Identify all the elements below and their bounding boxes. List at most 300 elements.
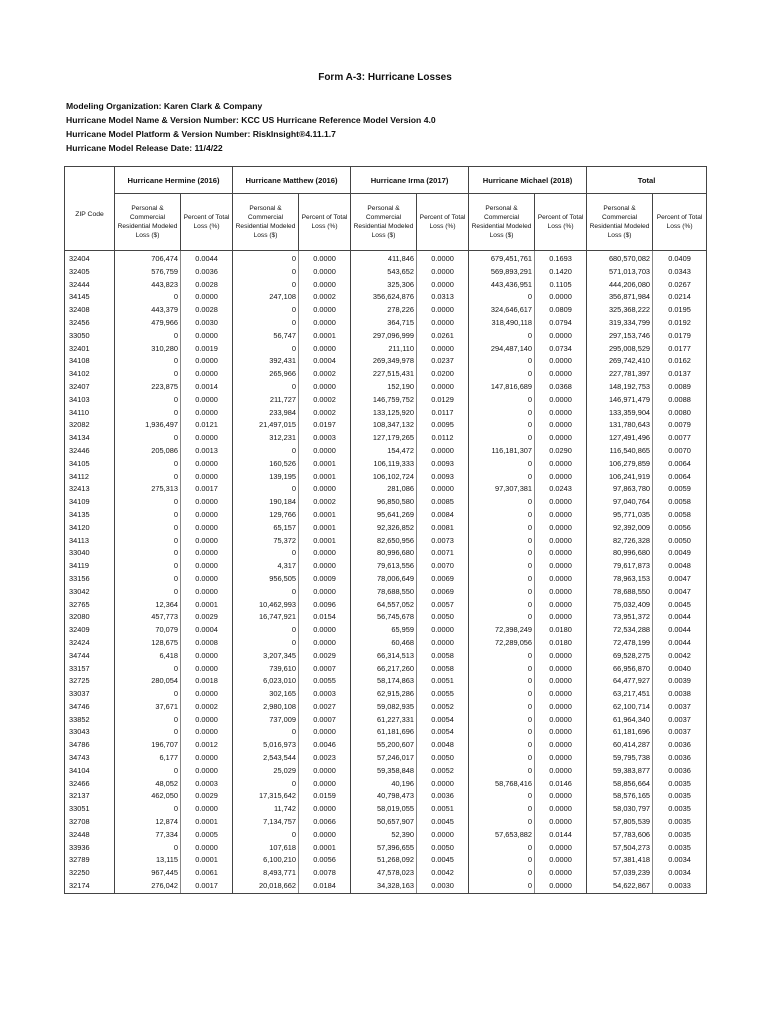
hermine-loss-cell: 6,177	[115, 752, 181, 765]
total-loss-cell: 325,368,222	[587, 304, 653, 317]
hermine-loss-cell: 0	[115, 522, 181, 535]
total-pct-cell: 0.0037	[653, 714, 707, 727]
irma-pct-cell: 0.0000	[417, 637, 469, 650]
total-loss-cell: 444,206,080	[587, 279, 653, 292]
hermine-pct-cell: 0.0001	[181, 854, 233, 867]
michael-pct-cell: 0.0000	[535, 611, 587, 624]
total-loss-cell: 319,334,799	[587, 317, 653, 330]
zip-code-cell: 32408	[65, 304, 115, 317]
hermine-loss-cell: 223,875	[115, 381, 181, 394]
table-row	[65, 829, 707, 842]
hermine-loss-cell: 0	[115, 407, 181, 420]
total-pct-cell: 0.0192	[653, 317, 707, 330]
total-loss-cell: 60,414,287	[587, 739, 653, 752]
matthew-pct-cell: 0.0046	[299, 739, 351, 752]
hermine-loss-cell: 12,874	[115, 816, 181, 829]
zip-code-cell: 32405	[65, 266, 115, 279]
matthew-loss-cell: 3,207,345	[233, 650, 299, 663]
hermine-pct-cell: 0.0000	[181, 496, 233, 509]
matthew-pct-cell: 0.0001	[299, 522, 351, 535]
total-pct-cell: 0.0089	[653, 381, 707, 394]
table-row	[65, 419, 707, 432]
total-loss-cell: 59,383,877	[587, 765, 653, 778]
hermine-pct-cell: 0.0000	[181, 726, 233, 739]
michael-pct-cell: 0.0000	[535, 726, 587, 739]
hermine-loss-cell: 0	[115, 291, 181, 304]
irma-loss-cell: 40,798,473	[351, 790, 417, 803]
hermine-loss-cell: 0	[115, 688, 181, 701]
michael-loss-header: Personal & Commercial Residential Modeled Loss ($)	[469, 194, 535, 251]
michael-loss-cell: 0	[469, 330, 535, 343]
michael-loss-cell: 0	[469, 471, 535, 484]
hermine-loss-cell: 0	[115, 573, 181, 586]
total-loss-cell: 63,217,451	[587, 688, 653, 701]
table-row	[65, 483, 707, 496]
table-row	[65, 752, 707, 765]
matthew-loss-cell: 21,497,015	[233, 419, 299, 432]
michael-loss-cell: 0	[469, 394, 535, 407]
zip-code-cell: 34110	[65, 407, 115, 420]
hermine-loss-cell: 37,671	[115, 701, 181, 714]
hermine-loss-cell: 462,050	[115, 790, 181, 803]
matthew-loss-cell: 2,543,544	[233, 752, 299, 765]
irma-loss-cell: 61,181,696	[351, 726, 417, 739]
michael-loss-cell: 324,646,617	[469, 304, 535, 317]
matthew-pct-cell: 0.0000	[299, 251, 351, 266]
irma-pct-cell: 0.0069	[417, 573, 469, 586]
michael-pct-cell: 0.0000	[535, 496, 587, 509]
total-pct-cell: 0.0034	[653, 854, 707, 867]
michael-pct-cell: 0.0000	[535, 599, 587, 612]
total-loss-cell: 146,971,479	[587, 394, 653, 407]
hermine-pct-cell: 0.0001	[181, 816, 233, 829]
irma-pct-cell: 0.0313	[417, 291, 469, 304]
irma-pct-cell: 0.0000	[417, 778, 469, 791]
irma-loss-cell: 59,082,935	[351, 701, 417, 714]
matthew-pct-cell: 0.0000	[299, 765, 351, 778]
total-pct-cell: 0.0214	[653, 291, 707, 304]
zip-code-cell: 32401	[65, 343, 115, 356]
total-pct-cell: 0.0035	[653, 842, 707, 855]
hermine-loss-cell: 706,474	[115, 251, 181, 266]
hermine-pct-cell: 0.0036	[181, 266, 233, 279]
total-pct-cell: 0.0047	[653, 573, 707, 586]
michael-loss-cell: 0	[469, 854, 535, 867]
hermine-pct-cell: 0.0003	[181, 778, 233, 791]
michael-pct-cell: 0.0000	[535, 432, 587, 445]
table-row	[65, 251, 707, 266]
table-row	[65, 663, 707, 676]
total-loss-cell: 54,622,867	[587, 880, 653, 893]
irma-loss-cell: 325,306	[351, 279, 417, 292]
hermine-loss-cell: 443,823	[115, 279, 181, 292]
hermine-loss-cell: 128,675	[115, 637, 181, 650]
zip-code-header: ZIP Code	[65, 167, 115, 251]
michael-loss-cell: 0	[469, 663, 535, 676]
michael-pct-cell: 0.0000	[535, 394, 587, 407]
matthew-loss-cell: 312,231	[233, 432, 299, 445]
michael-pct-cell: 0.0000	[535, 880, 587, 893]
matthew-pct-cell: 0.0002	[299, 496, 351, 509]
total-pct-cell: 0.0195	[653, 304, 707, 317]
irma-pct-cell: 0.0057	[417, 599, 469, 612]
matthew-pct-cell: 0.0007	[299, 663, 351, 676]
hermine-loss-cell: 0	[115, 496, 181, 509]
hermine-pct-cell: 0.0000	[181, 765, 233, 778]
table-row	[65, 343, 707, 356]
michael-loss-cell: 0	[469, 867, 535, 880]
total-loss-cell: 57,783,606	[587, 829, 653, 842]
table-row	[65, 279, 707, 292]
irma-loss-cell: 281,086	[351, 483, 417, 496]
irma-pct-cell: 0.0000	[417, 829, 469, 842]
irma-loss-cell: 127,179,265	[351, 432, 417, 445]
hermine-pct-cell: 0.0028	[181, 304, 233, 317]
hermine-pct-cell: 0.0000	[181, 803, 233, 816]
michael-pct-cell: 0.0000	[535, 535, 587, 548]
michael-loss-cell: 0	[469, 355, 535, 368]
matthew-pct-cell: 0.0056	[299, 854, 351, 867]
irma-pct-cell: 0.0000	[417, 251, 469, 266]
matthew-pct-cell: 0.0000	[299, 304, 351, 317]
irma-loss-cell: 82,650,956	[351, 535, 417, 548]
table-row	[65, 701, 707, 714]
matthew-pct-cell: 0.0001	[299, 330, 351, 343]
matthew-pct-cell: 0.0000	[299, 778, 351, 791]
michael-pct-cell: 0.0000	[535, 586, 587, 599]
michael-pct-cell: 0.0180	[535, 637, 587, 650]
hermine-loss-cell: 0	[115, 586, 181, 599]
michael-pct-cell: 0.0000	[535, 803, 587, 816]
irma-loss-cell: 66,314,513	[351, 650, 417, 663]
hermine-pct-cell: 0.0000	[181, 752, 233, 765]
table-row	[65, 675, 707, 688]
total-pct-cell: 0.0064	[653, 458, 707, 471]
hermine-pct-cell: 0.0000	[181, 547, 233, 560]
model-name-version: Hurricane Model Name & Version Number: KCC US Hurricane Reference Model Version 4.0	[66, 115, 436, 125]
irma-loss-cell: 108,347,132	[351, 419, 417, 432]
hermine-loss-cell: 967,445	[115, 867, 181, 880]
michael-loss-cell: 0	[469, 880, 535, 893]
hermine-loss-cell: 0	[115, 765, 181, 778]
michael-pct-cell: 0.0000	[535, 854, 587, 867]
total-pct-cell: 0.0045	[653, 599, 707, 612]
total-pct-cell: 0.0035	[653, 829, 707, 842]
irma-pct-cell: 0.0069	[417, 586, 469, 599]
michael-pct-cell: 0.0000	[535, 419, 587, 432]
matthew-loss-cell: 737,009	[233, 714, 299, 727]
total-loss-cell: 92,392,009	[587, 522, 653, 535]
hermine-pct-cell: 0.0000	[181, 688, 233, 701]
hermine-loss-cell: 1,936,497	[115, 419, 181, 432]
irma-pct-cell: 0.0054	[417, 714, 469, 727]
table-row	[65, 355, 707, 368]
matthew-loss-header: Personal & Commercial Residential Modeled Loss ($)	[233, 194, 299, 251]
michael-loss-cell: 0	[469, 586, 535, 599]
irma-pct-cell: 0.0000	[417, 445, 469, 458]
michael-loss-cell: 72,289,056	[469, 637, 535, 650]
hermine-loss-cell: 310,280	[115, 343, 181, 356]
table-row	[65, 714, 707, 727]
total-loss-cell: 57,805,539	[587, 816, 653, 829]
total-pct-cell: 0.0035	[653, 790, 707, 803]
matthew-loss-cell: 65,157	[233, 522, 299, 535]
irma-pct-cell: 0.0058	[417, 663, 469, 676]
matthew-loss-cell: 75,372	[233, 535, 299, 548]
matthew-pct-cell: 0.0000	[299, 560, 351, 573]
total-loss-cell: 66,956,870	[587, 663, 653, 676]
total-loss-cell: 72,478,199	[587, 637, 653, 650]
table-row	[65, 432, 707, 445]
table-row	[65, 637, 707, 650]
hermine-loss-cell: 0	[115, 471, 181, 484]
irma-loss-cell: 80,996,680	[351, 547, 417, 560]
matthew-pct-cell: 0.0000	[299, 483, 351, 496]
irma-loss-cell: 59,358,848	[351, 765, 417, 778]
hermine-loss-cell: 0	[115, 560, 181, 573]
matthew-loss-cell: 0	[233, 304, 299, 317]
matthew-loss-cell: 56,747	[233, 330, 299, 343]
matthew-loss-cell: 10,462,993	[233, 599, 299, 612]
michael-pct-cell: 0.0000	[535, 509, 587, 522]
matthew-pct-cell: 0.0004	[299, 355, 351, 368]
total-loss-cell: 64,477,927	[587, 675, 653, 688]
zip-code-cell: 32765	[65, 599, 115, 612]
matthew-pct-cell: 0.0027	[299, 701, 351, 714]
michael-pct-cell: 0.1105	[535, 279, 587, 292]
table-row	[65, 509, 707, 522]
irma-pct-cell: 0.0073	[417, 535, 469, 548]
hermine-pct-cell: 0.0008	[181, 637, 233, 650]
michael-loss-cell: 0	[469, 816, 535, 829]
irma-loss-cell: 269,349,978	[351, 355, 417, 368]
table-row	[65, 573, 707, 586]
zip-code-cell: 34120	[65, 522, 115, 535]
matthew-pct-cell: 0.0007	[299, 714, 351, 727]
irma-loss-header: Personal & Commercial Residential Modeled Loss ($)	[351, 194, 417, 251]
matthew-loss-cell: 0	[233, 445, 299, 458]
matthew-pct-cell: 0.0000	[299, 624, 351, 637]
total-loss-cell: 106,279,859	[587, 458, 653, 471]
hermine-loss-cell: 443,379	[115, 304, 181, 317]
hermine-loss-header: Personal & Commercial Residential Modeled Loss ($)	[115, 194, 181, 251]
hermine-loss-cell: 70,079	[115, 624, 181, 637]
zip-code-cell: 32137	[65, 790, 115, 803]
michael-loss-cell: 0	[469, 535, 535, 548]
total-loss-cell: 59,795,738	[587, 752, 653, 765]
irma-pct-cell: 0.0030	[417, 880, 469, 893]
total-pct-cell: 0.0050	[653, 535, 707, 548]
table-row	[65, 650, 707, 663]
matthew-loss-cell: 211,727	[233, 394, 299, 407]
total-pct-cell: 0.0047	[653, 586, 707, 599]
matthew-pct-cell: 0.0066	[299, 816, 351, 829]
sub-header-row	[65, 194, 707, 251]
total-pct-cell: 0.0064	[653, 471, 707, 484]
matthew-loss-cell: 6,023,010	[233, 675, 299, 688]
zip-code-cell: 33050	[65, 330, 115, 343]
hermine-loss-cell: 0	[115, 509, 181, 522]
irma-pct-cell: 0.0112	[417, 432, 469, 445]
irma-loss-cell: 278,226	[351, 304, 417, 317]
michael-loss-cell: 0	[469, 688, 535, 701]
matthew-pct-cell: 0.0000	[299, 637, 351, 650]
irma-pct-cell: 0.0000	[417, 483, 469, 496]
hermine-pct-cell: 0.0000	[181, 291, 233, 304]
hermine-loss-cell: 0	[115, 432, 181, 445]
michael-loss-cell: 0	[469, 547, 535, 560]
hermine-loss-cell: 280,054	[115, 675, 181, 688]
matthew-loss-cell: 0	[233, 266, 299, 279]
matthew-pct-cell: 0.0096	[299, 599, 351, 612]
total-pct-cell: 0.0035	[653, 778, 707, 791]
michael-pct-cell: 0.0000	[535, 650, 587, 663]
total-loss-cell: 131,780,643	[587, 419, 653, 432]
irma-pct-cell: 0.0095	[417, 419, 469, 432]
irma-pct-cell: 0.0058	[417, 650, 469, 663]
irma-pct-cell: 0.0000	[417, 266, 469, 279]
zip-code-cell: 34119	[65, 560, 115, 573]
michael-loss-cell: 0	[469, 752, 535, 765]
matthew-pct-cell: 0.0029	[299, 650, 351, 663]
irma-loss-cell: 58,019,055	[351, 803, 417, 816]
matthew-loss-cell: 302,165	[233, 688, 299, 701]
matthew-loss-cell: 139,195	[233, 471, 299, 484]
zip-code-cell: 34109	[65, 496, 115, 509]
table-row	[65, 867, 707, 880]
total-pct-cell: 0.0177	[653, 343, 707, 356]
irma-pct-cell: 0.0050	[417, 842, 469, 855]
total-pct-cell: 0.0035	[653, 803, 707, 816]
michael-pct-cell: 0.0000	[535, 547, 587, 560]
table-row	[65, 726, 707, 739]
michael-loss-cell: 72,398,249	[469, 624, 535, 637]
michael-pct-cell: 0.1420	[535, 266, 587, 279]
matthew-loss-cell: 107,618	[233, 842, 299, 855]
table-row	[65, 842, 707, 855]
total-loss-cell: 78,688,550	[587, 586, 653, 599]
irma-loss-cell: 65,959	[351, 624, 417, 637]
hermine-pct-cell: 0.0004	[181, 624, 233, 637]
matthew-pct-cell: 0.0154	[299, 611, 351, 624]
modeling-organization: Modeling Organization: Karen Clark & Company	[66, 101, 263, 111]
michael-loss-cell: 116,181,307	[469, 445, 535, 458]
table-row	[65, 611, 707, 624]
table-row	[65, 304, 707, 317]
total-pct-header: Percent of Total Loss (%)	[653, 194, 707, 251]
total-pct-cell: 0.0058	[653, 509, 707, 522]
table-body	[65, 251, 707, 894]
michael-pct-cell: 0.0000	[535, 752, 587, 765]
total-loss-cell: 75,032,409	[587, 599, 653, 612]
zip-code-cell: 34108	[65, 355, 115, 368]
matthew-pct-cell: 0.0002	[299, 291, 351, 304]
total-pct-cell: 0.0038	[653, 688, 707, 701]
michael-loss-cell: 0	[469, 599, 535, 612]
total-loss-cell: 95,771,035	[587, 509, 653, 522]
michael-pct-cell: 0.0000	[535, 368, 587, 381]
irma-pct-cell: 0.0050	[417, 752, 469, 765]
irma-pct-cell: 0.0051	[417, 675, 469, 688]
irma-pct-cell: 0.0261	[417, 330, 469, 343]
michael-loss-cell: 0	[469, 765, 535, 778]
michael-pct-cell: 0.0000	[535, 714, 587, 727]
michael-pct-cell: 0.0000	[535, 522, 587, 535]
total-pct-cell: 0.0044	[653, 611, 707, 624]
zip-code-cell: 32424	[65, 637, 115, 650]
zip-code-cell: 32725	[65, 675, 115, 688]
matthew-loss-cell: 25,029	[233, 765, 299, 778]
zip-code-cell: 34105	[65, 458, 115, 471]
table-row	[65, 458, 707, 471]
matthew-pct-cell: 0.0000	[299, 381, 351, 394]
matthew-loss-cell: 0	[233, 637, 299, 650]
total-loss-cell: 58,030,797	[587, 803, 653, 816]
zip-code-cell: 34746	[65, 701, 115, 714]
hermine-pct-cell: 0.0000	[181, 471, 233, 484]
hermine-loss-cell: 275,313	[115, 483, 181, 496]
zip-code-cell: 34103	[65, 394, 115, 407]
zip-code-cell: 32407	[65, 381, 115, 394]
total-loss-cell: 106,241,919	[587, 471, 653, 484]
irma-loss-cell: 56,745,678	[351, 611, 417, 624]
irma-pct-cell: 0.0036	[417, 790, 469, 803]
zip-code-cell: 33936	[65, 842, 115, 855]
table-row	[65, 266, 707, 279]
table-row	[65, 816, 707, 829]
michael-pct-cell: 0.0000	[535, 663, 587, 676]
total-loss-cell: 80,996,680	[587, 547, 653, 560]
total-pct-cell: 0.0056	[653, 522, 707, 535]
zip-code-cell: 32456	[65, 317, 115, 330]
irma-loss-cell: 92,326,852	[351, 522, 417, 535]
table-row	[65, 535, 707, 548]
michael-pct-cell: 0.0000	[535, 816, 587, 829]
irma-loss-cell: 364,715	[351, 317, 417, 330]
table-row	[65, 560, 707, 573]
michael-pct-cell: 0.0000	[535, 573, 587, 586]
matthew-loss-cell: 0	[233, 343, 299, 356]
total-pct-cell: 0.0042	[653, 650, 707, 663]
total-pct-cell: 0.0409	[653, 251, 707, 266]
table-row	[65, 317, 707, 330]
table-row	[65, 803, 707, 816]
zip-code-cell: 32444	[65, 279, 115, 292]
table-row	[65, 394, 707, 407]
michael-pct-cell: 0.0000	[535, 765, 587, 778]
michael-loss-cell: 443,436,951	[469, 279, 535, 292]
michael-loss-cell: 0	[469, 522, 535, 535]
michael-loss-cell: 0	[469, 368, 535, 381]
hermine-loss-cell: 196,707	[115, 739, 181, 752]
michael-loss-cell: 0	[469, 291, 535, 304]
zip-code-cell: 33852	[65, 714, 115, 727]
irma-loss-cell: 60,468	[351, 637, 417, 650]
irma-pct-cell: 0.0084	[417, 509, 469, 522]
table-row	[65, 586, 707, 599]
table-row	[65, 368, 707, 381]
hermine-pct-cell: 0.0019	[181, 343, 233, 356]
total-loss-header: Personal & Commercial Residential Modeled Loss ($)	[587, 194, 653, 251]
irma-loss-cell: 64,557,052	[351, 599, 417, 612]
michael-pct-cell: 0.0180	[535, 624, 587, 637]
michael-pct-cell: 0.0146	[535, 778, 587, 791]
irma-loss-cell: 57,246,017	[351, 752, 417, 765]
michael-header: Hurricane Michael (2018)	[469, 167, 587, 194]
irma-loss-cell: 34,328,163	[351, 880, 417, 893]
michael-loss-cell: 0	[469, 803, 535, 816]
zip-code-cell: 34743	[65, 752, 115, 765]
